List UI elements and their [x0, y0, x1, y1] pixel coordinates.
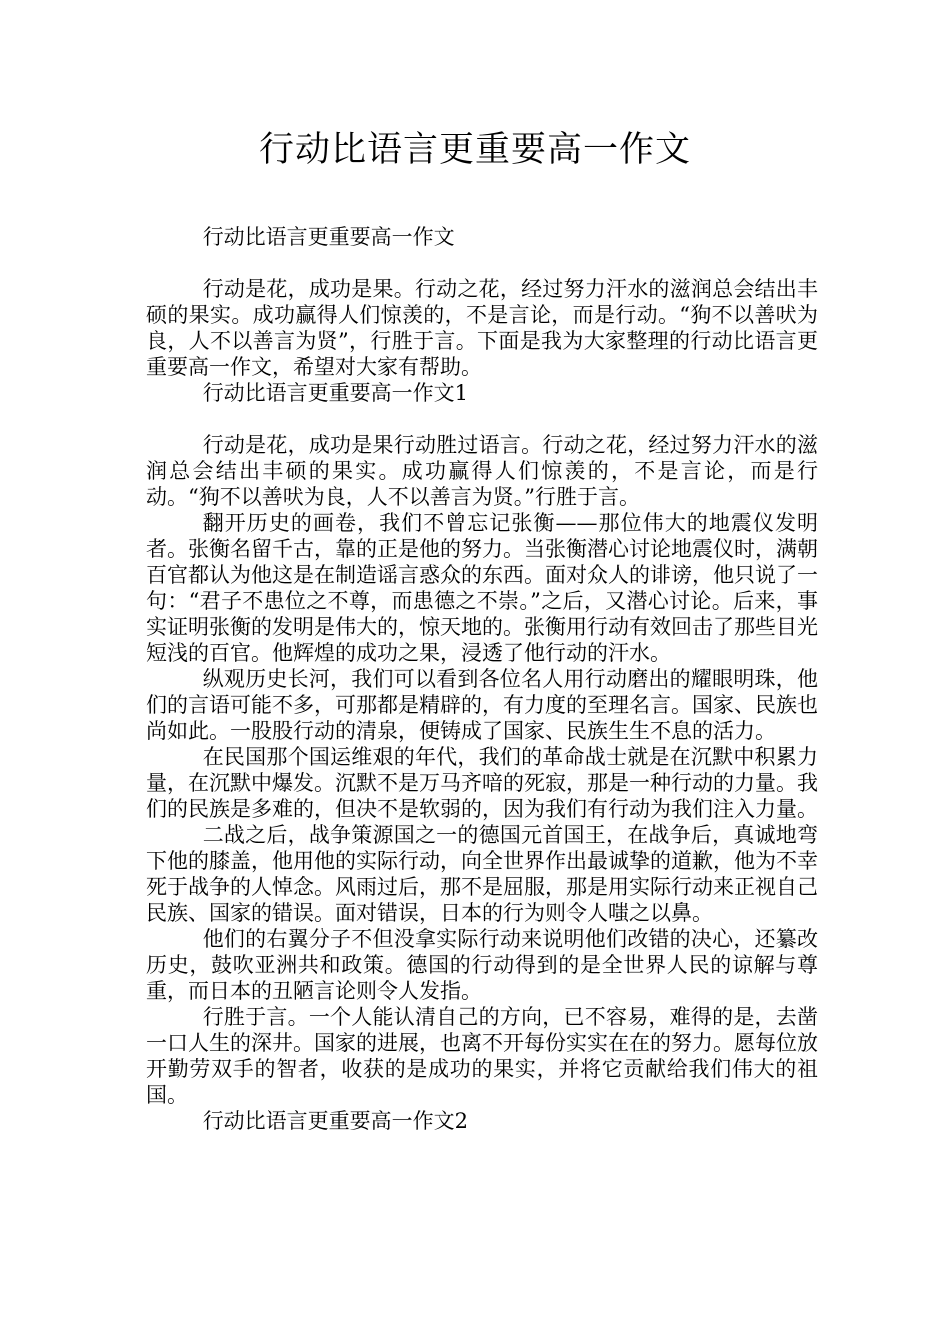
essay1-paragraph: 行动是花，成功是果行动胜过语言。行动之花，经过努力汗水的滋润总会结出丰硕的果实。成功赢得人们惊羡的，不是言论，而是行动。“狗不以善吠为良，人不以善言为贤。”行胜于言。	[146, 433, 818, 509]
blank-line	[146, 250, 818, 276]
essay1-paragraph: 行胜于言。一个人能认清自己的方向，已不容易，难得的是，去凿一口人生的深井。国家的进展，也离不开每份实实在在的努力。愿每位放开勤劳双手的智者，收获的是成功的果实，并将它贡献给我们伟大的祖国。	[146, 1005, 818, 1107]
essay-heading-1: 行动比语言更重要高一作文1	[202, 381, 469, 405]
essay1-paragraph: 在民国那个国运维艰的年代，我们的革命战士就是在沉默中积累力量，在沉默中爆发。沉默不是万马齐喑的死寂，那是一种行动的力量。我们的民族是多难的，但决不是软弱的，因为我们有行动为我们注入力量。	[146, 745, 818, 821]
blank-line	[146, 406, 818, 432]
subtitle: 行动比语言更重要高一作文	[202, 225, 455, 249]
essay1-paragraph: 纵观历史长河，我们可以看到各位名人用行动磨出的耀眼明珠，他们的言语可能不多，可那都是精辟的，有力度的至理名言。国家、民族也尚如此。一股股行动的清泉，便铸成了国家、民族生生不息的活力。	[146, 667, 818, 743]
intro-paragraph: 行动是花，成功是果。行动之花，经过努力汗水的滋润总会结出丰硕的果实。成功赢得人们惊羡的，不是言论，而是行动。“狗不以善吠为良，人不以善言为贤”，行胜于言。下面是我为大家整理的行动比语言更重要高一作文，希望对大家有帮助。	[146, 277, 818, 379]
essay1-paragraph: 他们的右翼分子不但没拿实际行动来说明他们改错的决心，还纂改历史，鼓吹亚洲共和政策。德国的行动得到的是全世界人民的谅解与尊重，而日本的丑陋言论则令人发指。	[146, 927, 818, 1003]
essay-heading-2: 行动比语言更重要高一作文2	[202, 1109, 469, 1133]
essay1-paragraph: 翻开历史的画卷，我们不曾忘记张衡——那位伟大的地震仪发明者。张衡名留千古，靠的正是他的努力。当张衡潜心讨论地震仪时，满朝百官都认为他这是在制造谣言惑众的东西。面对众人的诽谤，他只说了一句：“君子不患位之不尊，而患德之不崇。”之后，又潜心讨论。后来，事实证明张衡的发明是伟大的，惊天地的。张衡用行动有效回击了那些目光短浅的百官。他辉煌的成功之果，浸透了他行动的汗水。	[146, 511, 818, 665]
essay1-paragraph: 二战之后，战争策源国之一的德国元首国王，在战争后，真诚地弯下他的膝盖，他用他的实际行动，向全世界作出最诚挚的道歉，他为不幸死于战争的人悼念。风雨过后，那不是屈服，那是用实际行动来正视自己民族、国家的错误。面对错误，日本的行为则令人嗤之以鼻。	[146, 823, 818, 925]
document-body	[146, 224, 818, 1134]
document-title: 行动比语言更重要高一作文	[258, 130, 691, 170]
